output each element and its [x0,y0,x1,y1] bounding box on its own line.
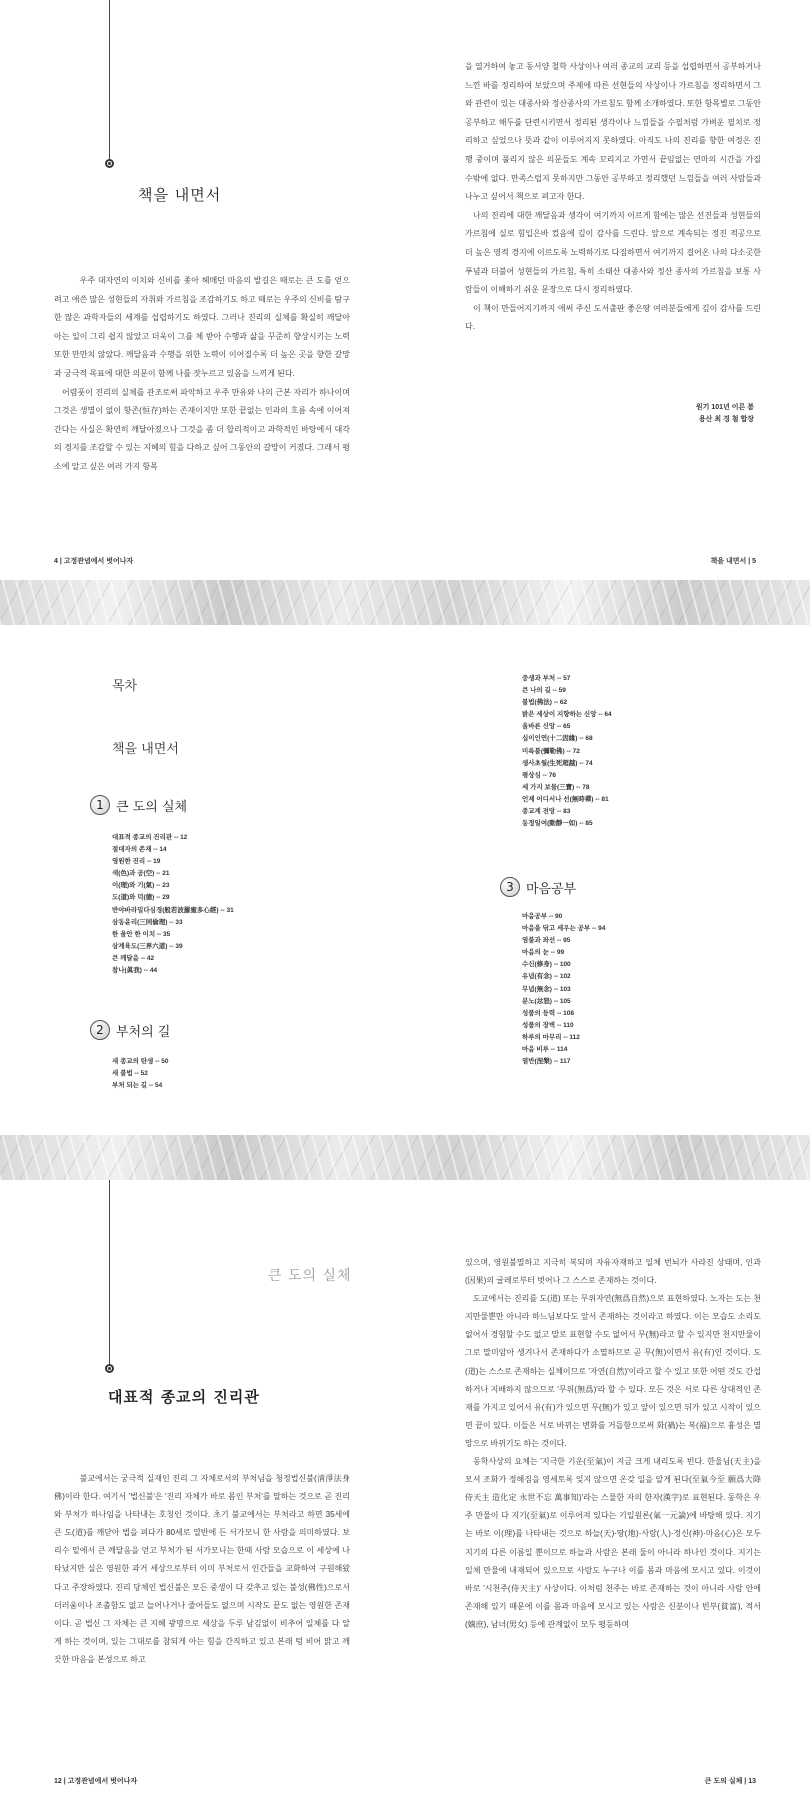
toc-part-title: 큰 도의 실체 [116,799,188,815]
toc-item[interactable]: 유념(有念) -- 102 [522,973,571,981]
signature-date: 원기 101년 이른 봄 [695,404,754,411]
part-number-badge: 3 [500,877,520,897]
spread-chapter-1 [0,1180,810,1800]
toc-item[interactable]: 생사초월(生死超越) -- 74 [522,759,593,767]
toc-item[interactable]: 마음공부 -- 90 [522,913,563,920]
spread-preface [0,0,810,580]
paragraph: 을 열거하여 놓고 동서양 철학 사상이나 여러 종교의 교리 등을 섭렵하면서 공부하거나 느낀 바를 정리하여 보았으며 주제에 따른 선현들의 사상이나 가르침을 정리하면서 그와 관련이 있는 대종사와 정산종사의 가르침도 함께 소개하였다. 또한 항목별로 그동안 공부하고 해두를 단련시키면서 정리된 생각이나 느낌들을 수필처럼 가벼운 필치로 정리하고 싶었으나 뜻과 같이 이루어지지 못하였다. 아직도 나의 진리를 향한 여정은 진행 중이며 풀리지 않은 의문들도 계속 꼬리지고 가면서 끝임없는 연마의 시간을 가질 수밖에 없다. 만족스럽지 못하지만 그동안 공부하고 정리했던 느낌들을 여러 사람들과 나누고 싶어서 책으로 펴고자 한다. [465,62,761,202]
section-title: 대표적 종교의 진리관 [108,1388,260,1406]
toc-part-3-list [522,911,605,1068]
toc-item[interactable]: 마음의 눈 -- 99 [522,949,565,957]
spread-table-of-contents [0,625,810,1135]
right-page-text [465,1254,761,1634]
toc-part-2-list-continued [522,673,612,830]
toc-item[interactable]: 밝은 세상이 지향하는 신앙 -- 64 [522,711,612,719]
toc-item[interactable]: 부처 되는 길 -- 54 [112,1082,163,1090]
ornament-icon [105,1364,114,1373]
toc-part-2 [90,1020,170,1040]
toc-item[interactable]: 열반(涅槃) -- 117 [522,1058,571,1066]
toc-item[interactable]: 하루의 마무리 -- 112 [522,1033,580,1041]
toc-item[interactable]: 이(理)와 기(氣) -- 23 [112,882,170,890]
signature-name: 용산 최 경 철 합장 [698,416,754,423]
toc-item[interactable]: 삼동윤리(三同倫理) -- 33 [112,918,183,926]
toc-preface-entry: 책을 내면서 [112,742,179,757]
paragraph: 이 책이 만들어지기까지 애써 주신 도서출판 좋은땅 여러분들에게 깊이 감사를 드린다. [465,303,761,332]
toc-part-1-list [112,832,234,977]
paragraph: 나의 진리에 대한 깨달음과 생각이 여기까지 이르게 함에는 많은 선진들과 성현들의 가르침에 실로 힘입은바 컸음에 깊이 감사를 드린다. 앞으로 계속되는 정진 적공으로 더 높은 영적 경지에 이르도록 노력하기로 다짐하면서 여기까지 걸어온 나의 다소곳한 푸념과 더불어 성현들의 가르침, 특히 소태산 대종사와 정산 종사의 가르침을 보통 사람들이 이해하기 쉬운 문장으로 다시 정리하였다. [465,210,761,295]
toc-item[interactable]: 무념(無念) -- 103 [522,985,571,993]
toc-item[interactable]: 언제 어디서나 선(無時禪) -- 81 [522,795,609,803]
part-number-badge: 1 [90,795,110,815]
toc-item[interactable]: 미륵불(彌勒佛) -- 72 [522,747,580,755]
toc-item[interactable]: 색(色)과 공(空) -- 21 [112,870,170,878]
chapter-title: 책을 내면서 [138,186,222,204]
decorative-texture-band [0,1135,810,1180]
toc-item[interactable]: 대표적 종교의 진리관 -- 12 [112,834,188,841]
toc-item[interactable]: 동정일여(動靜一如) -- 85 [522,820,593,828]
left-page-text [54,1470,350,1669]
page-footer-right: 책을 내면서 | 5 [710,558,756,565]
toc-item[interactable]: 삼계육도(三界六道) -- 39 [112,942,183,950]
toc-part-title: 부처의 길 [116,1024,171,1040]
toc-item[interactable]: 도(道)와 덕(德) -- 29 [112,894,170,902]
toc-item[interactable]: 참나(眞我) -- 44 [112,967,158,975]
toc-item[interactable]: 마음 비루 -- 114 [522,1046,568,1054]
ornament-icon [105,159,114,168]
paragraph: 불교에서는 궁극적 실재인 진리 그 자체로서의 부처님을 청정법신불(淸淨法身佛)이라 한다. 여기서 '법신불'은 '진리 자체가 바로 몸인 부처'를 말하는 것으로 곧 진리와 부처가 하나임을 나타내는 호칭인 것이다. 초기 불교에서는 부처라고 하면 35세에 큰 도(道)를 깨닫아 법을 펴다가 80세로 열반에 든 서가모니 한 사람을 의미하였다. 보리수 밑에서 큰 깨달음을 얻고 부처가 된 서가모니는 한때 사람 모습으로 이 세상에 나타났지만 실은 영원한 과거 세상으로부터 이미 부처로서 인간들을 교화하여 구원해왔다고 주장하였다. 진리 당체인 법신불은 모든 중생이 다 갖추고 있는 불성(佛性)으로서 더러움이나 조촐함도 없고 늘어나거나 줄어들도 없으며 시작도 끝도 없는 영원한 존재이다. 곧 법신 그 자체는 큰 지혜 광명으로 세상을 두루 남김없이 비추어 일체를 다 알게 하는 것이며, 있는 그대로를 참되게 아는 힘을 간직하고 있고 본래 텅 비어 맑고 깨끗한 마음을 본성으로 하고 [54,1474,350,1664]
part-number-badge: 2 [90,1020,110,1040]
toc-item[interactable]: 마음을 닦고 세우는 공부 -- 94 [522,925,606,933]
page-footer-right: 큰 도의 실체 | 13 [704,1778,756,1785]
paragraph: 우주 대자연의 이치와 신비를 좇아 헤매던 마음의 발길은 때로는 큰 도를 얻으려고 애쓴 많은 성현들의 자취와 가르침을 조감하기도 하고 때로는 우주의 신비를 탐구한 많은 과학자들의 세계를 섭렵하기도 하였다. 그러나 진리의 실체를 확실히 깨달아 아는 일이 그리 쉽지 않았고 더욱이 그를 체 받아 수행과 삶을 꾸준히 향상시키는 노력 또한 만만치 않았다. 깨달음과 수행을 위한 노력이 이어질수록 더 높은 곳을 향한 갈망과 궁극적 목표에 대한 의문이 함께 나를 잣누르고 있음을 느끼게 된다. [54,276,350,378]
paragraph: 있으며, 영원불멸하고 지극히 복되며 자유자재하고 일체 번뇌가 사라진 상태며, 인과(因果)의 굴레로부터 벗어나 그 스스로 존재하는 것이다. [465,1258,761,1286]
paragraph: 도교에서는 진리를 도(道) 또는 무위자연(無爲自然)으로 표현하였다. 노자는 도는 천지만물뿐만 아니라 하느님보다도 앞서 존재하는 것이라고 하였다. 이는 모습도 소리도 없어서 경험할 수도 없고 말로 표현할 수도 없어서 무(無)라고 할 수 있지만 천지만물이 그로 말미암아 생겨나서 존재하다가 소멸하므로 곧 무(無)이면서 유(有)인 것이다. 도(道)는 스스로 존재하는 실체이므로 '자연(自然)'이라고 할 수 있고 또한 어떤 것도 간섭하거나 지배하지 않으므로 '무위(無爲)'라 할 수 있다. 모든 것은 서로 다른 상대적인 존재를 가지고 있어서 유(有)가 있으면 무(無)가 있고 앞이 있으면 뒤가 있고 시작이 있으면 끝이 있다. 이들은 서로 바뀌는 변화를 거듭함으로써 화(禍)는 복(福)으로 흉성은 멸망으로 바뀌기도 하는 것이다. [465,1294,761,1448]
toc-item[interactable]: 반야바라밀다심경(般若波羅蜜多心經) -- 31 [112,906,234,914]
toc-item[interactable]: 십이인연(十二因緣) -- 68 [522,735,593,743]
author-signature [696,402,754,426]
toc-item[interactable]: 염불과 좌선 -- 95 [522,937,571,945]
page-footer-left: 4 | 고정관념에서 벗어나자 [54,558,134,565]
toc-item[interactable]: 절대자의 존재 -- 14 [112,846,167,854]
toc-item[interactable]: 중생과 부처 -- 57 [522,675,571,682]
toc-item[interactable]: 새 불법 -- 52 [112,1070,148,1078]
part-header: 큰 도의 실체 [268,1268,352,1284]
toc-part-2-list [112,1056,168,1092]
toc-heading: 목차 [112,679,138,694]
toc-item[interactable]: 영원한 진리 -- 19 [112,858,161,866]
toc-item[interactable]: 큰 깨달음 -- 42 [112,954,155,962]
toc-item[interactable]: 새 종교의 탄생 -- 50 [112,1058,169,1065]
toc-part-1 [90,795,187,815]
page-footer-left: 12 | 고정관념에서 벗어나자 [54,1778,138,1785]
decorative-texture-band [0,580,810,625]
paragraph: 동학사상의 요체는 '지극한 기운(至氣)이 지금 크게 내리도록 빈다. 한울님(天主)을 모셔 조화가 정해짐을 영세토록 잊지 않으면 온갖 일을 알게 된다(至氣今至 願爲大降 侍天主 造化定 永世不忘 萬事知)'라는 스물한 자의 한자(漢字)로 표현된다. 동학은 우주 만물이 다 지기(至氣)로 이루어져 있다는 기일원론(氣一元論)에 바탕해 있다. 지기는 바로 이(理)를 나타내는 것으로 하늘(天)·땅(地)·사람(人)·정신(神)·마음(心)은 모두 지기의 다른 이름일 뿐이므로 하늘과 사람은 본래 둘이 아니라 하나인 것이다. 지기는 일체 만물에 내재되어 있으므로 사람도 누구나 이를 몸과 마음에 모시고 있다. 이것이 바로 '시천주(侍天主)' 사상이다. 이처럼 천주는 바로 존재하는 것이 아니라 사람 안에 존재해 있기 때문에 이를 몸과 마음에 모시고 있는 사람은 신분이나 빈부(貧富), 적서(嫡庶), 남녀(男女) 등에 관계없이 모두 평등하며 [465,1457,761,1629]
toc-item[interactable]: 성품의 장벽 -- 110 [522,1021,574,1029]
toc-part-3 [500,877,576,897]
decorative-vertical-line [109,0,110,160]
toc-item[interactable]: 올바른 신앙 -- 65 [522,723,571,731]
toc-item[interactable]: 한 울안 한 이치 -- 35 [112,930,171,938]
decorative-vertical-line [109,1180,110,1365]
toc-item[interactable]: 분노(忿怒) -- 105 [522,997,571,1005]
toc-item[interactable]: 성품의 등력 -- 108 [522,1009,574,1017]
toc-item[interactable]: 종교계 전망 -- 83 [522,808,571,816]
toc-item[interactable]: 수신(修身) -- 100 [522,961,571,969]
toc-item[interactable]: 세 가지 보물(三寶) -- 78 [522,783,590,791]
toc-item[interactable]: 불법(佛法) -- 62 [522,699,568,707]
toc-item[interactable]: 큰 나의 길 -- 59 [522,687,566,695]
right-page-text [465,58,761,337]
left-page-text [54,272,350,477]
toc-item[interactable]: 평상심 -- 76 [522,771,557,779]
toc-part-title: 마음공부 [526,881,577,897]
paragraph: 어렴풋이 진리의 실체를 관조로써 파악하고 우주 만유와 나의 근본 자리가 하나이며 그것은 생멸이 없이 항존(恒存)하는 존재이지만 또한 끝없는 인과의 흐름 속에 이어져 간다는 사실은 확연히 깨달아졌으나 그것을 좀 더 합리적이고 과학적인 바탕에서 대각의 경지를 조감할 수 있는 지혜의 힘을 다하고 싶어 그동안의 갈망이 커졌다. 그래서 평소에 알고 싶은 여러 가지 항목 [54,387,350,471]
